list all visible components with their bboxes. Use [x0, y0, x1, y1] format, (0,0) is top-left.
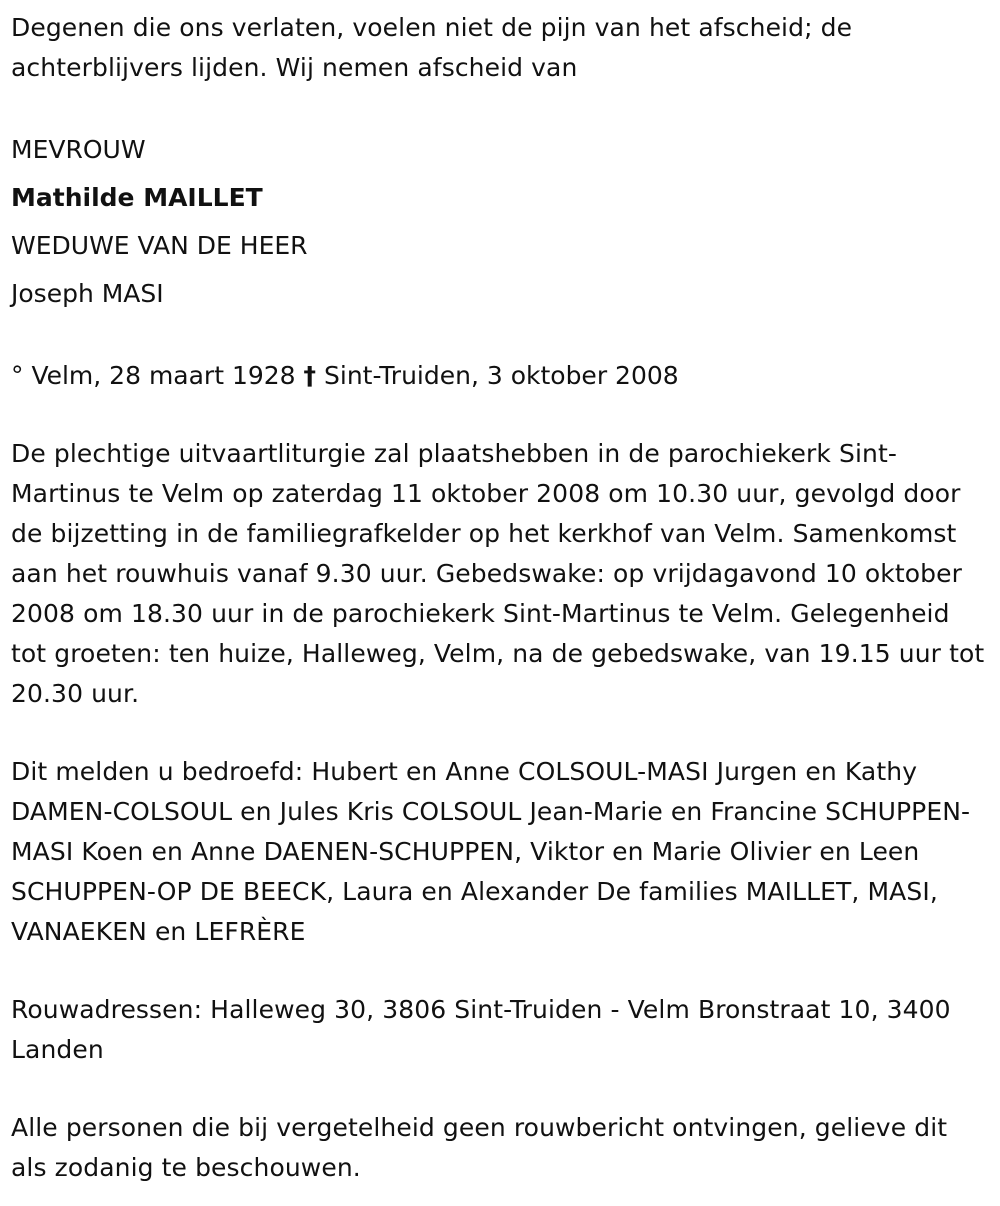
death-notice: [11, 8, 986, 1188]
ceremony-text: De plechtige uitvaartliturgie zal plaatshebben in de parochiekerk Sint-Martinus te Velm op zaterdag 11 oktober 2008 om 10.30 uur, gevolgd door de bijzetting in de familiegrafkelder op het kerkhof van Velm. Samenkomst aan het rouwhuis vanaf 9.30 uur. Gebedswake: op vrijdagavond 10 oktober 2008 om 18.30 uur in de parochiekerk Sint-Martinus te Velm. Gelegenheid tot groeten: ten huize, Halleweg, Velm, na de gebedswake, van 19.15 uur tot 20.30 uur.: [11, 439, 985, 708]
closing-text: Alle personen die bij vergetelheid geen rouwbericht ontvingen, gelieve dit als zodanig te beschouwen.: [11, 1113, 948, 1182]
birth-info: ° Velm, 28 maart 1928: [11, 361, 296, 390]
deceased-name: Mathilde MAILLET: [11, 183, 263, 212]
dates-line: [11, 356, 986, 396]
spacer: [11, 1070, 986, 1108]
spacer: [11, 396, 986, 434]
spacer: [11, 318, 986, 356]
spacer: [11, 714, 986, 752]
death-info: Sint-Truiden, 3 oktober 2008: [324, 361, 679, 390]
family-text: Dit melden u bedroefd: Hubert en Anne COLSOUL-MASI Jurgen en Kathy DAMEN-COLSOUL en Jules Kris COLSOUL Jean-Marie en Francine SCHUPPEN-MASI Koen en Anne DAENEN-SCHUPPEN, Viktor en Marie Olivier en Leen SCHUPPEN-OP DE BEECK, Laura en Alexander De families MAILLET, MASI, VANAEKEN en LEFRÈRE: [11, 757, 971, 946]
spouse-name: Joseph MASI: [11, 279, 164, 308]
widow-line: WEDUWE VAN DE HEER: [11, 231, 308, 260]
spacer: [11, 88, 986, 126]
intro-text: Degenen die ons verlaten, voelen niet de pijn van het afscheid; de achterblijvers lijden. Wij nemen afscheid van: [11, 13, 853, 82]
spacer: [11, 952, 986, 990]
cross-icon: †: [303, 361, 317, 390]
title-line: MEVROUW: [11, 135, 146, 164]
addresses-text: Rouwadressen: Halleweg 30, 3806 Sint-Truiden - Velm Bronstraat 10, 3400 Landen: [11, 995, 951, 1064]
